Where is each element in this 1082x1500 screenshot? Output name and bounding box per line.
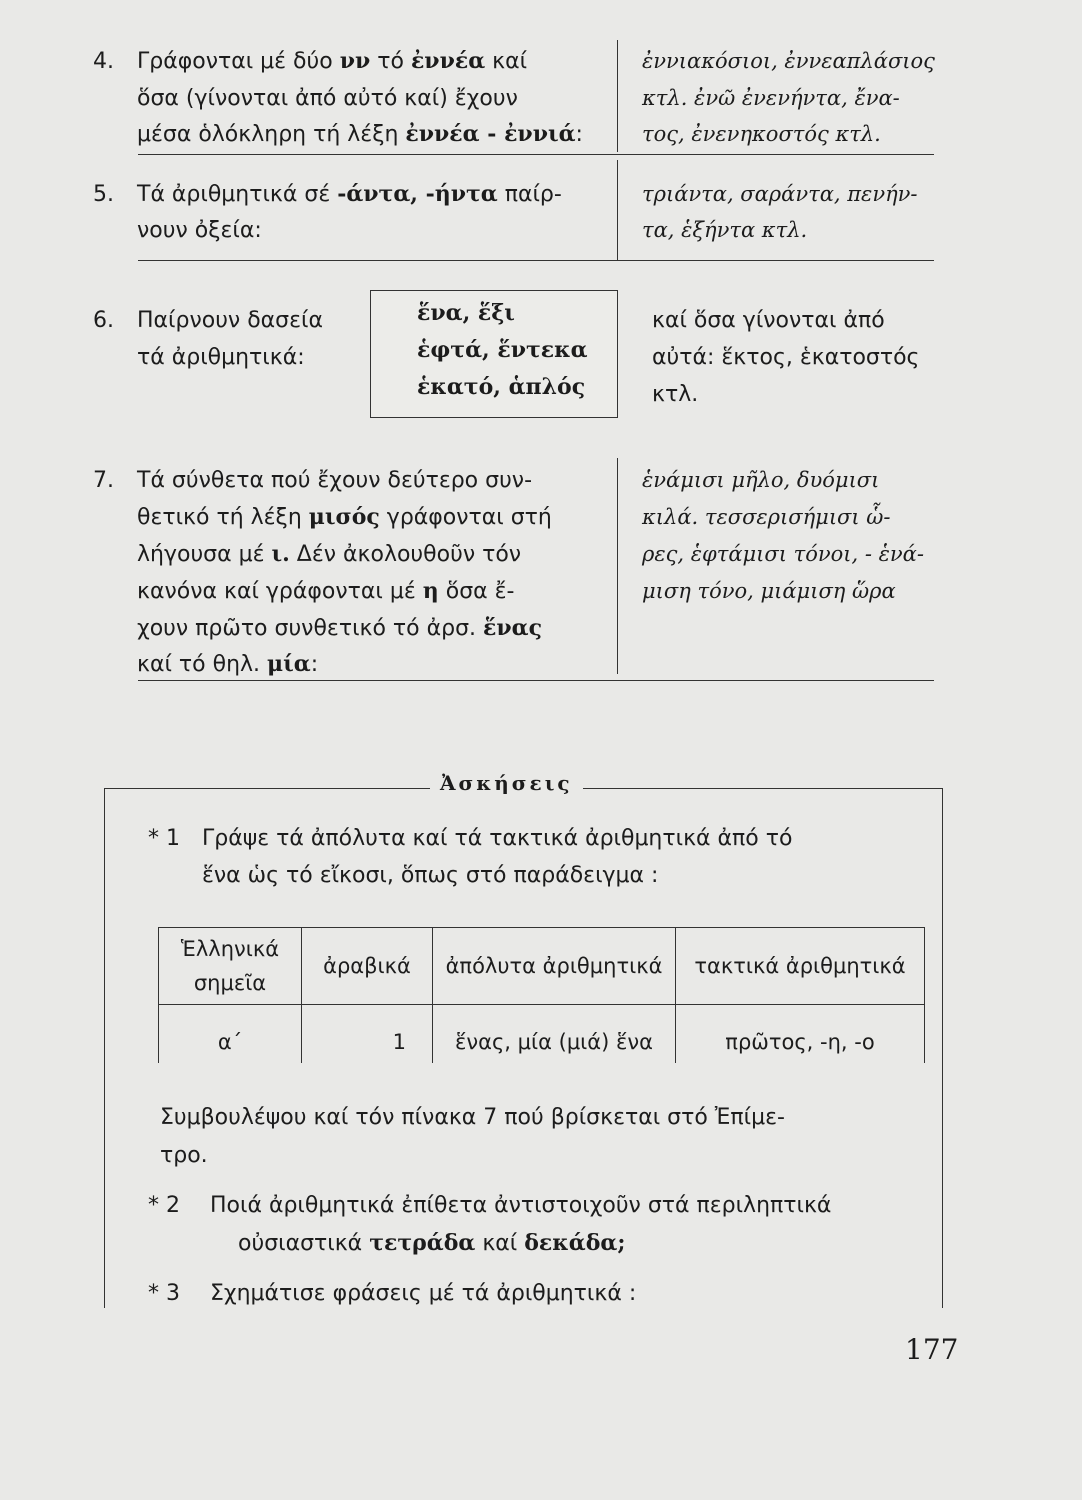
table-cell: α΄ [159, 1005, 302, 1064]
exercise-line: Σχημάτισε φράσεις μέ τά ἀριθμητικά : [210, 1281, 637, 1306]
rules-column-divider [617, 40, 618, 152]
exercise-marker: * 3 [148, 1281, 180, 1306]
rule-line: Παίρνουν δασεία [137, 308, 323, 333]
rule-line: κανόνα καί γράφονται μέ η ὅσα ἔ- [137, 578, 515, 604]
example-line: καί ὅσα γίνονται ἀπό [652, 308, 885, 333]
table-header: ἀραβικά [302, 928, 433, 1005]
exercise-note-line: Συμβουλέψου καί τόν πίνακα 7 πού βρίσκεται στό Ἐπίμε- [160, 1105, 785, 1130]
rule-line: λήγουσα μέ ι. Δέν ἀκολουθοῦν τόν [137, 541, 522, 567]
rule-line: χουν πρῶτο συνθετικό τό ἀρσ. ἕνας [137, 615, 542, 641]
page-number: 177 [905, 1333, 959, 1366]
rule-number: 6. [93, 308, 114, 333]
table-row [159, 1005, 925, 1064]
box-line: ἑφτά, ἕντεκα [417, 337, 588, 363]
exercise-line: ἕνα ὡς τό εἴκοσι, ὅπως στό παράδειγμα : [202, 863, 659, 888]
exercises-title: Ἀσκήσεις [430, 771, 583, 795]
rule-line: Τά ἀριθμητικά σέ -άντα, -ήντα παίρ- [137, 181, 562, 207]
numerals-example-table [158, 927, 925, 1063]
table-cell: 1 [302, 1005, 433, 1064]
rule-number: 5. [93, 182, 114, 207]
rule-5-bottom-line [138, 260, 934, 261]
rule-number: 7. [93, 468, 114, 493]
example-line: κιλά. τεσσερισήμισι ὧ- [642, 505, 891, 529]
box-line: ἕνα, ἕξι [417, 300, 515, 326]
rule-line: τά ἀριθμητικά: [137, 345, 305, 370]
example-line: τος, ἐνενηκοστός κτλ. [642, 122, 881, 146]
table-header: τακτικά ἀριθμητικά [676, 928, 925, 1005]
table-cell: ἕνας, μία (μιά) ἕνα [433, 1005, 676, 1064]
rule-line: θετικό τή λέξη μισός γράφονται στή [137, 504, 552, 530]
exercise-line: Ποιά ἀριθμητικά ἐπίθετα ἀντιστοιχοῦν στά περιληπτικά [210, 1193, 832, 1218]
rule-line: Γράφονται μέ δύο νν τό ἐννέα καί [137, 48, 528, 74]
exercises-frame-left [104, 788, 105, 1308]
example-line: αὐτά: ἕκτος, ἑκατοστός [652, 345, 920, 370]
example-line: τριάντα, σαράντα, πενήν- [642, 182, 918, 206]
example-line: ρες, ἑφτάμισι τόνοι, - ἑνά- [642, 542, 924, 566]
table-header: Ἑλληνικά σημεῖα [159, 928, 302, 1005]
example-line: κτλ. [652, 382, 699, 407]
rule-line: μέσα ὁλόκληρη τή λέξη ἐννέα - ἐννιά: [137, 121, 583, 147]
rule-number: 4. [93, 49, 114, 74]
rule-4-bottom-line [138, 154, 934, 155]
table-header: ἀπόλυτα ἀριθμητικά [433, 928, 676, 1005]
exercises-frame-right [942, 788, 943, 1308]
numerals-box [370, 290, 618, 418]
exercise-line: Γράψε τά ἀπόλυτα καί τά τακτικά ἀριθμητικά ἀπό τό [202, 826, 793, 851]
rule-line: νουν ὀξεία: [137, 218, 262, 243]
rule-line: ὅσα (γίνονται ἀπό αὐτό καί) ἔχουν [137, 86, 518, 111]
example-line: κτλ. ἐνῶ ἐνενήντα, ἔνα- [642, 86, 900, 110]
rules-column-divider [617, 160, 618, 260]
rule-line: Τά σύνθετα πού ἔχουν δεύτερο συν- [137, 468, 533, 493]
exercise-note-line: τρο. [160, 1143, 208, 1168]
example-line: τα, ἑξήντα κτλ. [642, 218, 808, 242]
example-line: ἐννιακόσιοι, ἐννεαπλάσιος [642, 49, 935, 73]
exercise-marker: * 2 [148, 1193, 180, 1218]
example-line: μιση τόνο, μιάμιση ὥρα [642, 579, 896, 603]
rule-line: καί τό θηλ. μία: [137, 651, 319, 677]
rules-column-divider [617, 458, 618, 674]
exercise-line: οὐσιαστικά τετράδα καί δεκάδα; [238, 1230, 626, 1256]
exercise-marker: * 1 [148, 826, 180, 851]
table-cell: πρῶτος, -η, -ο [676, 1005, 925, 1064]
example-line: ἑνάμισι μῆλο, δυόμισι [642, 468, 880, 492]
box-line: ἑκατό, ἁπλός [417, 374, 586, 400]
